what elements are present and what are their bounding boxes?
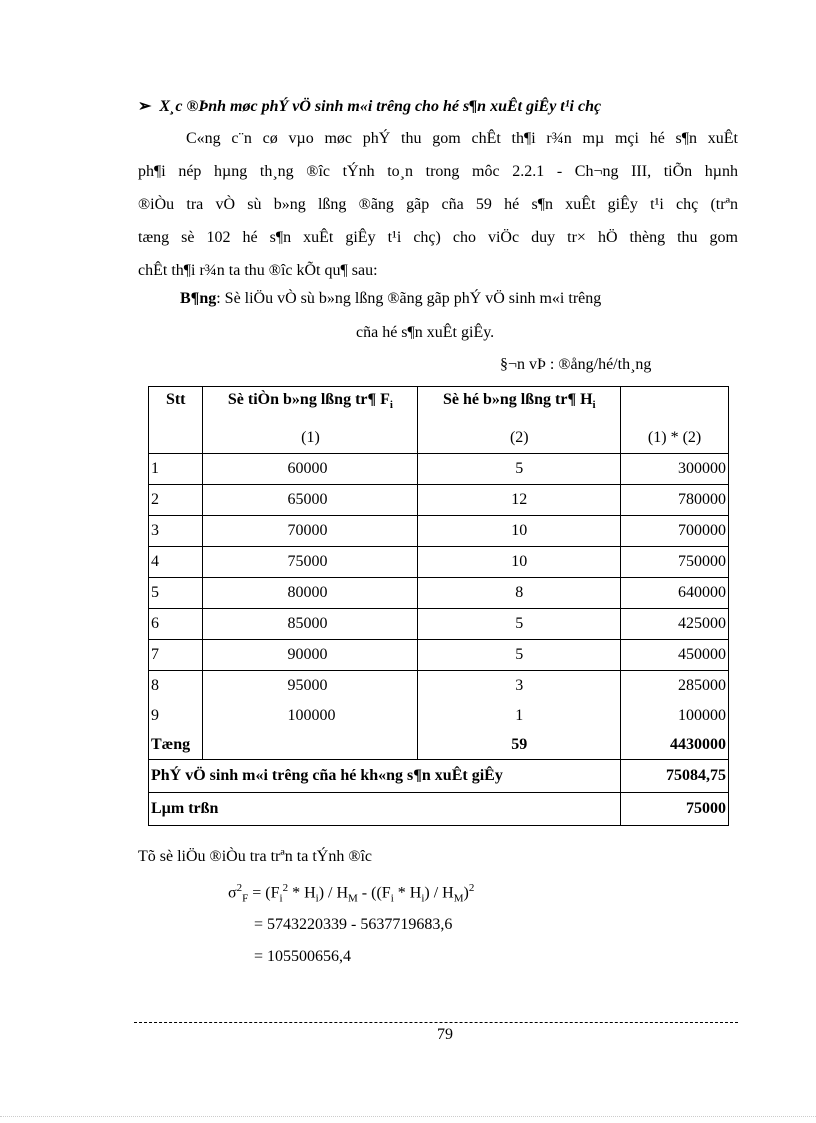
variance-formula: $\sigma^2_F = (F_i^2 * H_i) / H_M - ((F_i * H_i) / H_M)^2$ <box>228 882 475 905</box>
total-h: 59 <box>418 731 621 760</box>
cell-stt: 4 <box>149 547 203 578</box>
paragraph-line-1: C«ng c¨n cø vµo møc phÝ thu gom chÊt th¶i r¾n mµ mçi hé s¶n xuÊt <box>186 130 738 147</box>
cell-stt: 3 <box>149 516 203 547</box>
unit-label: §¬n vÞ : ®ång/hé/th¸ng <box>500 356 652 373</box>
cell-stt: 6 <box>149 609 203 640</box>
cell-stt: 9 <box>149 701 203 731</box>
total-label: Tæng <box>149 731 203 760</box>
total-product: 4430000 <box>621 731 729 760</box>
page-number: 79 <box>437 1026 453 1043</box>
formula-step-2: = 5743220339 - 5637719683,6 <box>254 916 453 933</box>
cell-product: 300000 <box>621 454 729 485</box>
paragraph-line-2: ph¶i nép hµng th¸ng ®îc tÝnh to¸n trong môc 2.2.1 - Ch¬ng III, tiÕn hµnh <box>138 163 738 180</box>
cell-product: 750000 <box>621 547 729 578</box>
cell-product: 425000 <box>621 609 729 640</box>
paragraph-line-3: ®iÒu tra vÒ sù b»ng lßng ®ãng gãp cña 59 hé s¶n xuÊt giÊy t¹i chç (trªn <box>138 196 738 213</box>
cell-stt: 8 <box>149 671 203 702</box>
header-col1-num: (1) <box>203 422 418 454</box>
cell-product: 640000 <box>621 578 729 609</box>
table-round-row <box>149 793 729 826</box>
header-col1: Sè tiÒn b»ng lßng tr¶ $F_i$ <box>203 387 418 423</box>
table-fee-row <box>149 760 729 793</box>
section-heading: ➢ X¸c ®Þnh møc phÝ vÖ sinh m«i trêng cho hé s¶n xuÊt giÊy t¹i chç <box>138 98 602 115</box>
table-row <box>149 671 729 702</box>
cell-h: 12 <box>418 485 621 516</box>
table-row <box>149 485 729 516</box>
cell-stt: 2 <box>149 485 203 516</box>
cell-stt: 1 <box>149 454 203 485</box>
table-row <box>149 547 729 578</box>
cell-f: 95000 <box>203 671 418 702</box>
cell-f: 80000 <box>203 578 418 609</box>
formula-step-3: = 105500656,4 <box>254 948 352 965</box>
cell-f: 75000 <box>203 547 418 578</box>
table-row <box>149 701 729 731</box>
cell-f: 90000 <box>203 640 418 671</box>
round-value: 75000 <box>621 793 729 826</box>
caption-label: B¶ng <box>180 290 217 307</box>
cell-product: 780000 <box>621 485 729 516</box>
table-row <box>149 640 729 671</box>
table-row <box>149 516 729 547</box>
cell-h: 1 <box>418 701 621 731</box>
table-row <box>149 454 729 485</box>
cell-h: 3 <box>418 671 621 702</box>
cell-stt: 5 <box>149 578 203 609</box>
header-col2: Sè hé b»ng lßng tr¶ $H_i$ <box>418 387 621 423</box>
arrow-bullet-icon: ➢ <box>138 98 152 115</box>
cell-f: 60000 <box>203 454 418 485</box>
cell-product: 700000 <box>621 516 729 547</box>
cell-h: 8 <box>418 578 621 609</box>
cell-stt: 7 <box>149 640 203 671</box>
cell-product: 450000 <box>621 640 729 671</box>
header-col3: (1) * (2) <box>621 422 729 454</box>
cell-f: 65000 <box>203 485 418 516</box>
fee-label: PhÝ vÖ sinh m«i trêng cña hé kh«ng s¶n xuÊt giÊy <box>149 760 621 793</box>
header-col3-blank <box>621 387 729 423</box>
table-row <box>149 578 729 609</box>
cell-h: 5 <box>418 454 621 485</box>
table-header-row <box>149 387 729 423</box>
cell-h: 10 <box>418 516 621 547</box>
survey-table <box>148 386 729 826</box>
calc-intro: Tõ sè liÖu ®iÒu tra trªn ta tÝnh ®îc <box>138 848 373 865</box>
paragraph-line-5: chÊt th¶i r¾n ta thu ®îc kÕt qu¶ sau: <box>138 262 378 279</box>
table-total-row <box>149 731 729 760</box>
total-f-blank <box>203 731 418 760</box>
page-bottom-border <box>0 1116 816 1117</box>
cell-h: 5 <box>418 609 621 640</box>
header-stt: Stt <box>149 387 203 454</box>
caption-text: : Sè liÖu vÒ sù b»ng lßng ®ãng gãp phÝ vÖ sinh m«i trêng <box>216 290 602 307</box>
cell-f: 85000 <box>203 609 418 640</box>
cell-h: 5 <box>418 640 621 671</box>
cell-product: 100000 <box>621 701 729 731</box>
cell-f: 100000 <box>203 701 418 731</box>
cell-f: 70000 <box>203 516 418 547</box>
table-caption <box>180 290 601 308</box>
paragraph-line-4: tæng sè 102 hé s¶n xuÊt giÊy t¹i chç) cho viÖc duy tr× hÖ thèng thu gom <box>138 229 738 246</box>
table-caption-line2: cña hé s¶n xuÊt giÊy. <box>356 324 495 341</box>
table-row <box>149 609 729 640</box>
cell-product: 285000 <box>621 671 729 702</box>
fee-value: 75084,75 <box>621 760 729 793</box>
round-label: Lµm trßn <box>149 793 621 826</box>
header-col2-num: (2) <box>418 422 621 454</box>
footer-divider <box>134 1022 738 1023</box>
table-header-row-2 <box>149 422 729 454</box>
cell-h: 10 <box>418 547 621 578</box>
